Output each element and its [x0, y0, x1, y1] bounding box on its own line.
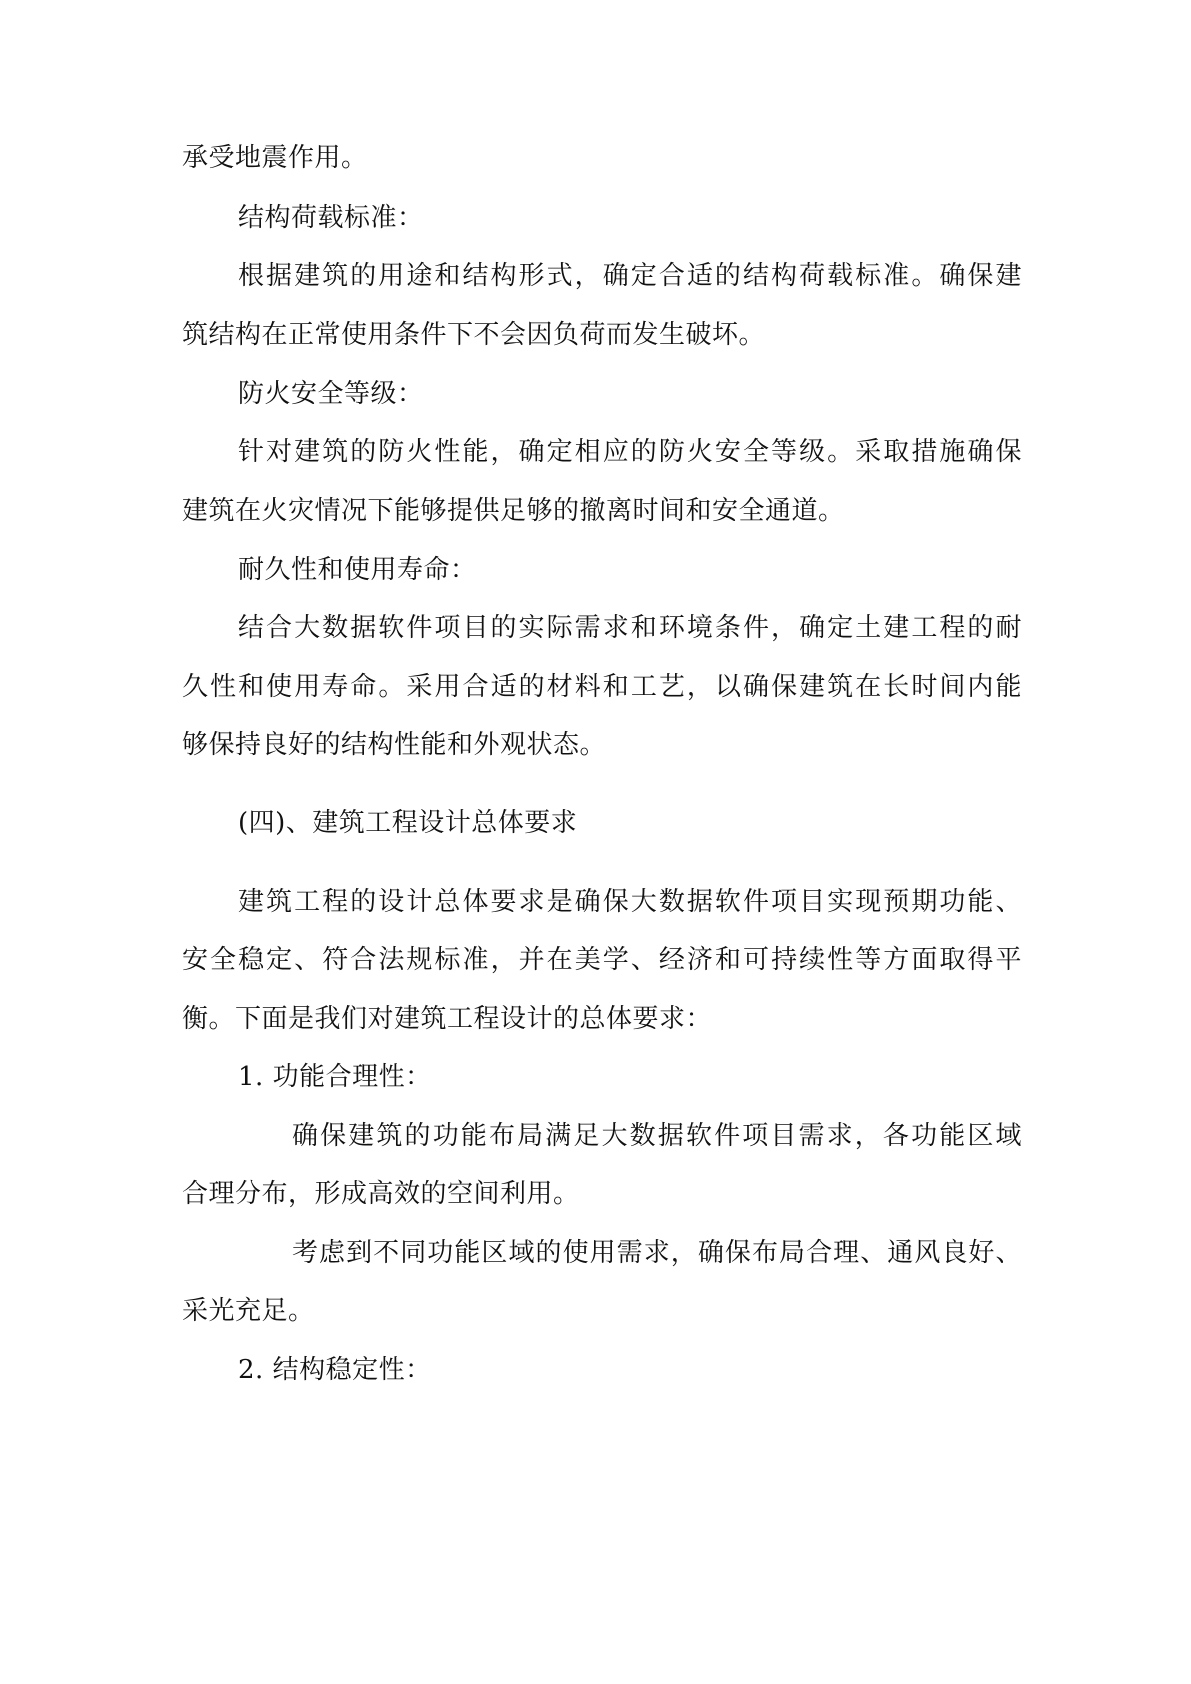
- paragraph-line: 结合大数据软件项目的实际需求和环境条件，确定土建工程的耐: [238, 613, 1022, 643]
- section-heading: 耐久性和使用寿命：: [238, 555, 477, 585]
- chapter-heading: (四)、建筑工程设计总体要求: [238, 808, 578, 838]
- paragraph-line: 久性和使用寿命。采用合适的材料和工艺，以确保建筑在长时间内能: [182, 672, 1022, 702]
- paragraph-line: 筑结构在正常使用条件下不会因负荷而发生破坏。: [182, 320, 766, 350]
- paragraph-line: 考虑到不同功能区域的使用需求，确保布局合理、通风良好、: [292, 1238, 1022, 1268]
- paragraph-line: 够保持良好的结构性能和外观状态。: [182, 730, 607, 760]
- paragraph-line: 采光充足。: [182, 1296, 315, 1326]
- paragraph-line: 针对建筑的防火性能，确定相应的防火安全等级。采取措施确保: [238, 437, 1022, 467]
- paragraph-line: 承受地震作用。: [182, 143, 368, 173]
- paragraph-line: 衡。下面是我们对建筑工程设计的总体要求：: [182, 1004, 713, 1034]
- list-item-heading: 2. 结构稳定性：: [238, 1355, 432, 1385]
- section-heading: 结构荷载标准：: [238, 203, 424, 233]
- paragraph-line: 根据建筑的用途和结构形式，确定合适的结构荷载标准。确保建: [238, 261, 1022, 291]
- paragraph-line: 建筑工程的设计总体要求是确保大数据软件项目实现预期功能、: [238, 887, 1022, 917]
- section-heading: 防火安全等级：: [238, 379, 424, 409]
- paragraph-line: 确保建筑的功能布局满足大数据软件项目需求，各功能区域: [292, 1121, 1022, 1151]
- list-item-heading: 1. 功能合理性：: [238, 1062, 432, 1092]
- paragraph-line: 建筑在火灾情况下能够提供足够的撤离时间和安全通道。: [182, 496, 845, 526]
- paragraph-line: 安全稳定、符合法规标准，并在美学、经济和可持续性等方面取得平: [182, 945, 1022, 975]
- paragraph-line: 合理分布，形成高效的空间利用。: [182, 1179, 580, 1209]
